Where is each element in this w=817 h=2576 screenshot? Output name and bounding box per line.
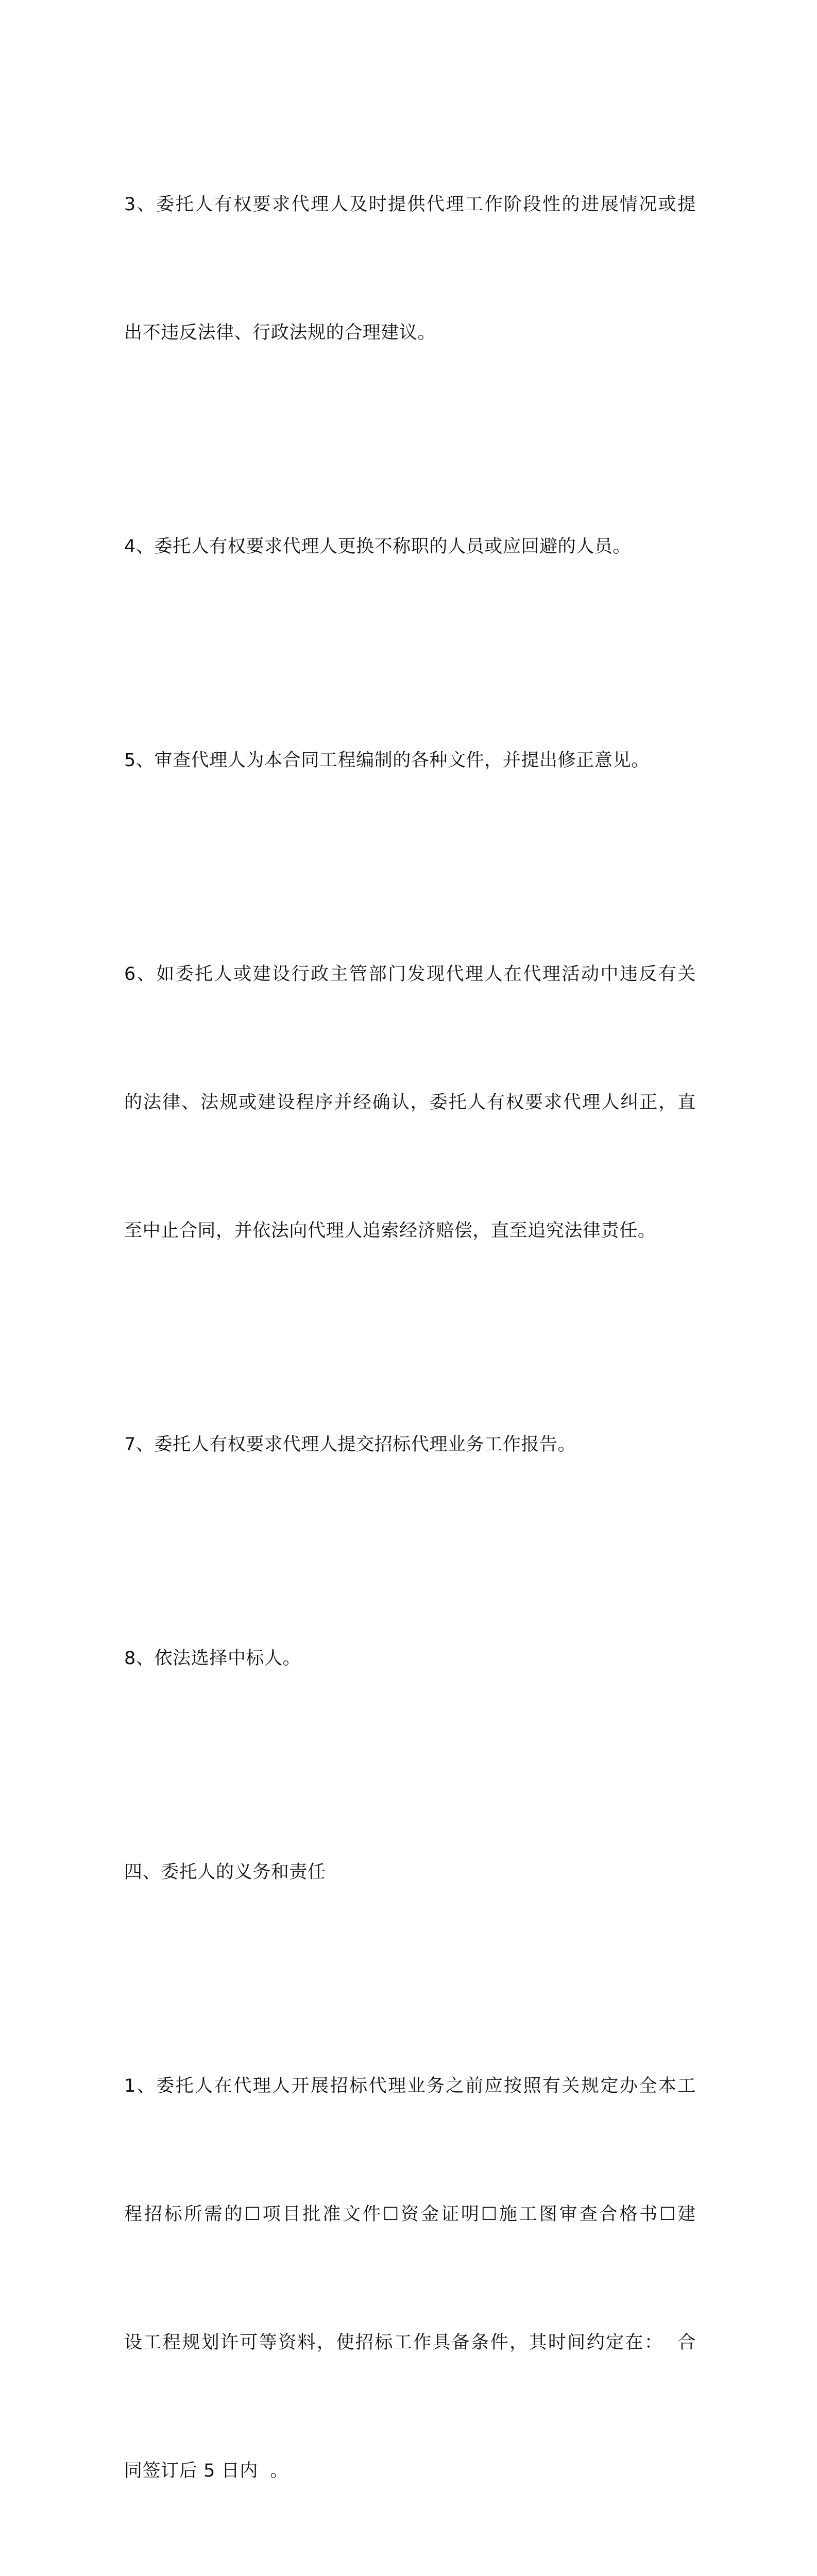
section-heading-obligations xyxy=(124,1766,696,1979)
paragraph-right-6 xyxy=(124,868,696,1338)
text-line: 设工程规划许可等资料，使招标工作具备条件，其时间约定在： 合 xyxy=(124,2332,696,2353)
text-line: 1、委托人在代理人开展招标代理业务之前应按照有关规定办全本工 xyxy=(124,2076,696,2096)
text-line: 出不违反法律、行政法规的合理建议。 xyxy=(124,323,436,343)
paragraph-right-3 xyxy=(124,98,696,440)
paragraph-duty-1 xyxy=(124,1979,696,2576)
document-body xyxy=(124,98,696,2576)
text-line: 5、审查代理人为本合同工程编制的各种文件，并提出修正意见。 xyxy=(124,750,650,771)
text-line: 程招标所需的☐项目批准文件☐资金证明☐施工图审查合格书☐建 xyxy=(124,2204,696,2225)
text-line: 4、委托人有权要求代理人更换不称职的人员或应回避的人员。 xyxy=(124,536,632,557)
text-line: 同签订后 5 日内 。 xyxy=(124,2461,288,2481)
section-heading: 四、委托人的义务和责任 xyxy=(124,1862,326,1883)
paragraph-right-4 xyxy=(124,440,696,654)
text-line: 7、委托人有权要求代理人提交招标代理业务工作报告。 xyxy=(124,1434,576,1455)
text-line: 的法律、法规或建设程序并经确认，委托人有权要求代理人纠正，直 xyxy=(124,1092,696,1113)
paragraph-right-7 xyxy=(124,1338,696,1552)
text-line: 6、如委托人或建设行政主管部门发现代理人在代理活动中违反有关 xyxy=(124,964,696,985)
text-line: 至中止合同，并依法向代理人追索经济赔偿，直至追究法律责任。 xyxy=(124,1221,656,1241)
paragraph-right-5 xyxy=(124,654,696,868)
paragraph-right-8 xyxy=(124,1552,696,1766)
text-line: 3、委托人有权要求代理人及时提供代理工作阶段性的进展情况或提 xyxy=(124,194,696,215)
text-line: 8、依法选择中标人。 xyxy=(124,1648,301,1669)
